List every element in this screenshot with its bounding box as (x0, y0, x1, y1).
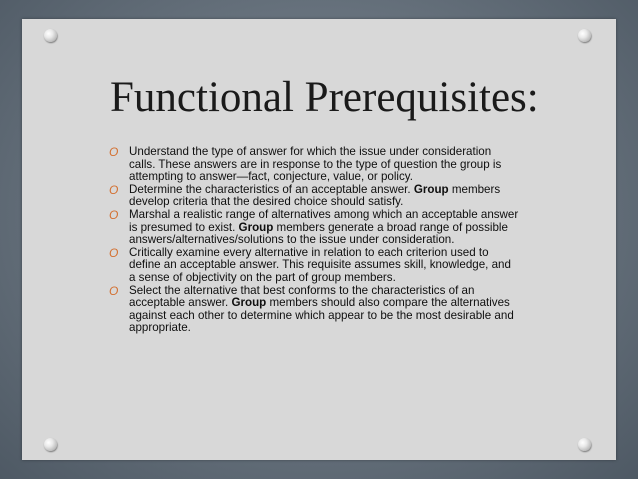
bullet-text: Understand the type of answer for which the issue under consideration calls. These answers are in response to the type of question the group is attempting to answer—fact, conjecture, value, or policy. (129, 145, 502, 184)
slide-title: Functional Prerequisites: (110, 74, 539, 121)
bullet-text-end: members develop criteria that the desired choice should satisfy. (129, 182, 501, 209)
bullet-text-start: Marshal a realistic range of alternatives among which an acceptable answer is presumed to exist. (129, 207, 519, 234)
bullet-marker-icon: O (109, 182, 119, 197)
bullet-item-2 (108, 184, 520, 209)
bullet-item-4 (108, 247, 520, 285)
bullet-item-3 (108, 209, 520, 247)
bullet-text-end: members generate a broad range of possible answers/alternatives/solutions to the issue under consideration. (129, 220, 508, 247)
bullet-list (108, 146, 520, 335)
bullet-item-1 (108, 146, 520, 184)
pushpin-icon-bottom-right (578, 438, 591, 451)
bullet-bold-word: Group (231, 296, 267, 310)
bullet-bold-word: Group (413, 182, 449, 196)
bullet-text-end: members should also compare the alternatives against each other to determine which appear to be the most desirable and appropriate. (129, 296, 514, 335)
bullet-marker-icon: O (109, 207, 119, 222)
bullet-text: Critically examine every alternative in relation to each criterion used to define an acceptable answer. This requisite assumes skill, knowledge, and a sense of objectivity on the part of group members. (129, 245, 511, 284)
pushpin-icon-top-left (44, 29, 57, 42)
bullet-bold-word: Group (238, 220, 274, 234)
bullet-item-5 (108, 285, 520, 335)
bullet-marker-icon: O (109, 245, 119, 260)
bullet-text-start: Select the alternative that best conforms to the characteristics of an acceptable answer. (129, 283, 475, 310)
bullet-marker-icon: O (109, 283, 119, 298)
bullet-marker-icon: O (109, 145, 119, 159)
bullet-text-start: Determine the characteristics of an acceptable answer. (129, 182, 414, 196)
pushpin-icon-top-right (578, 29, 591, 42)
pushpin-icon-bottom-left (44, 438, 57, 451)
